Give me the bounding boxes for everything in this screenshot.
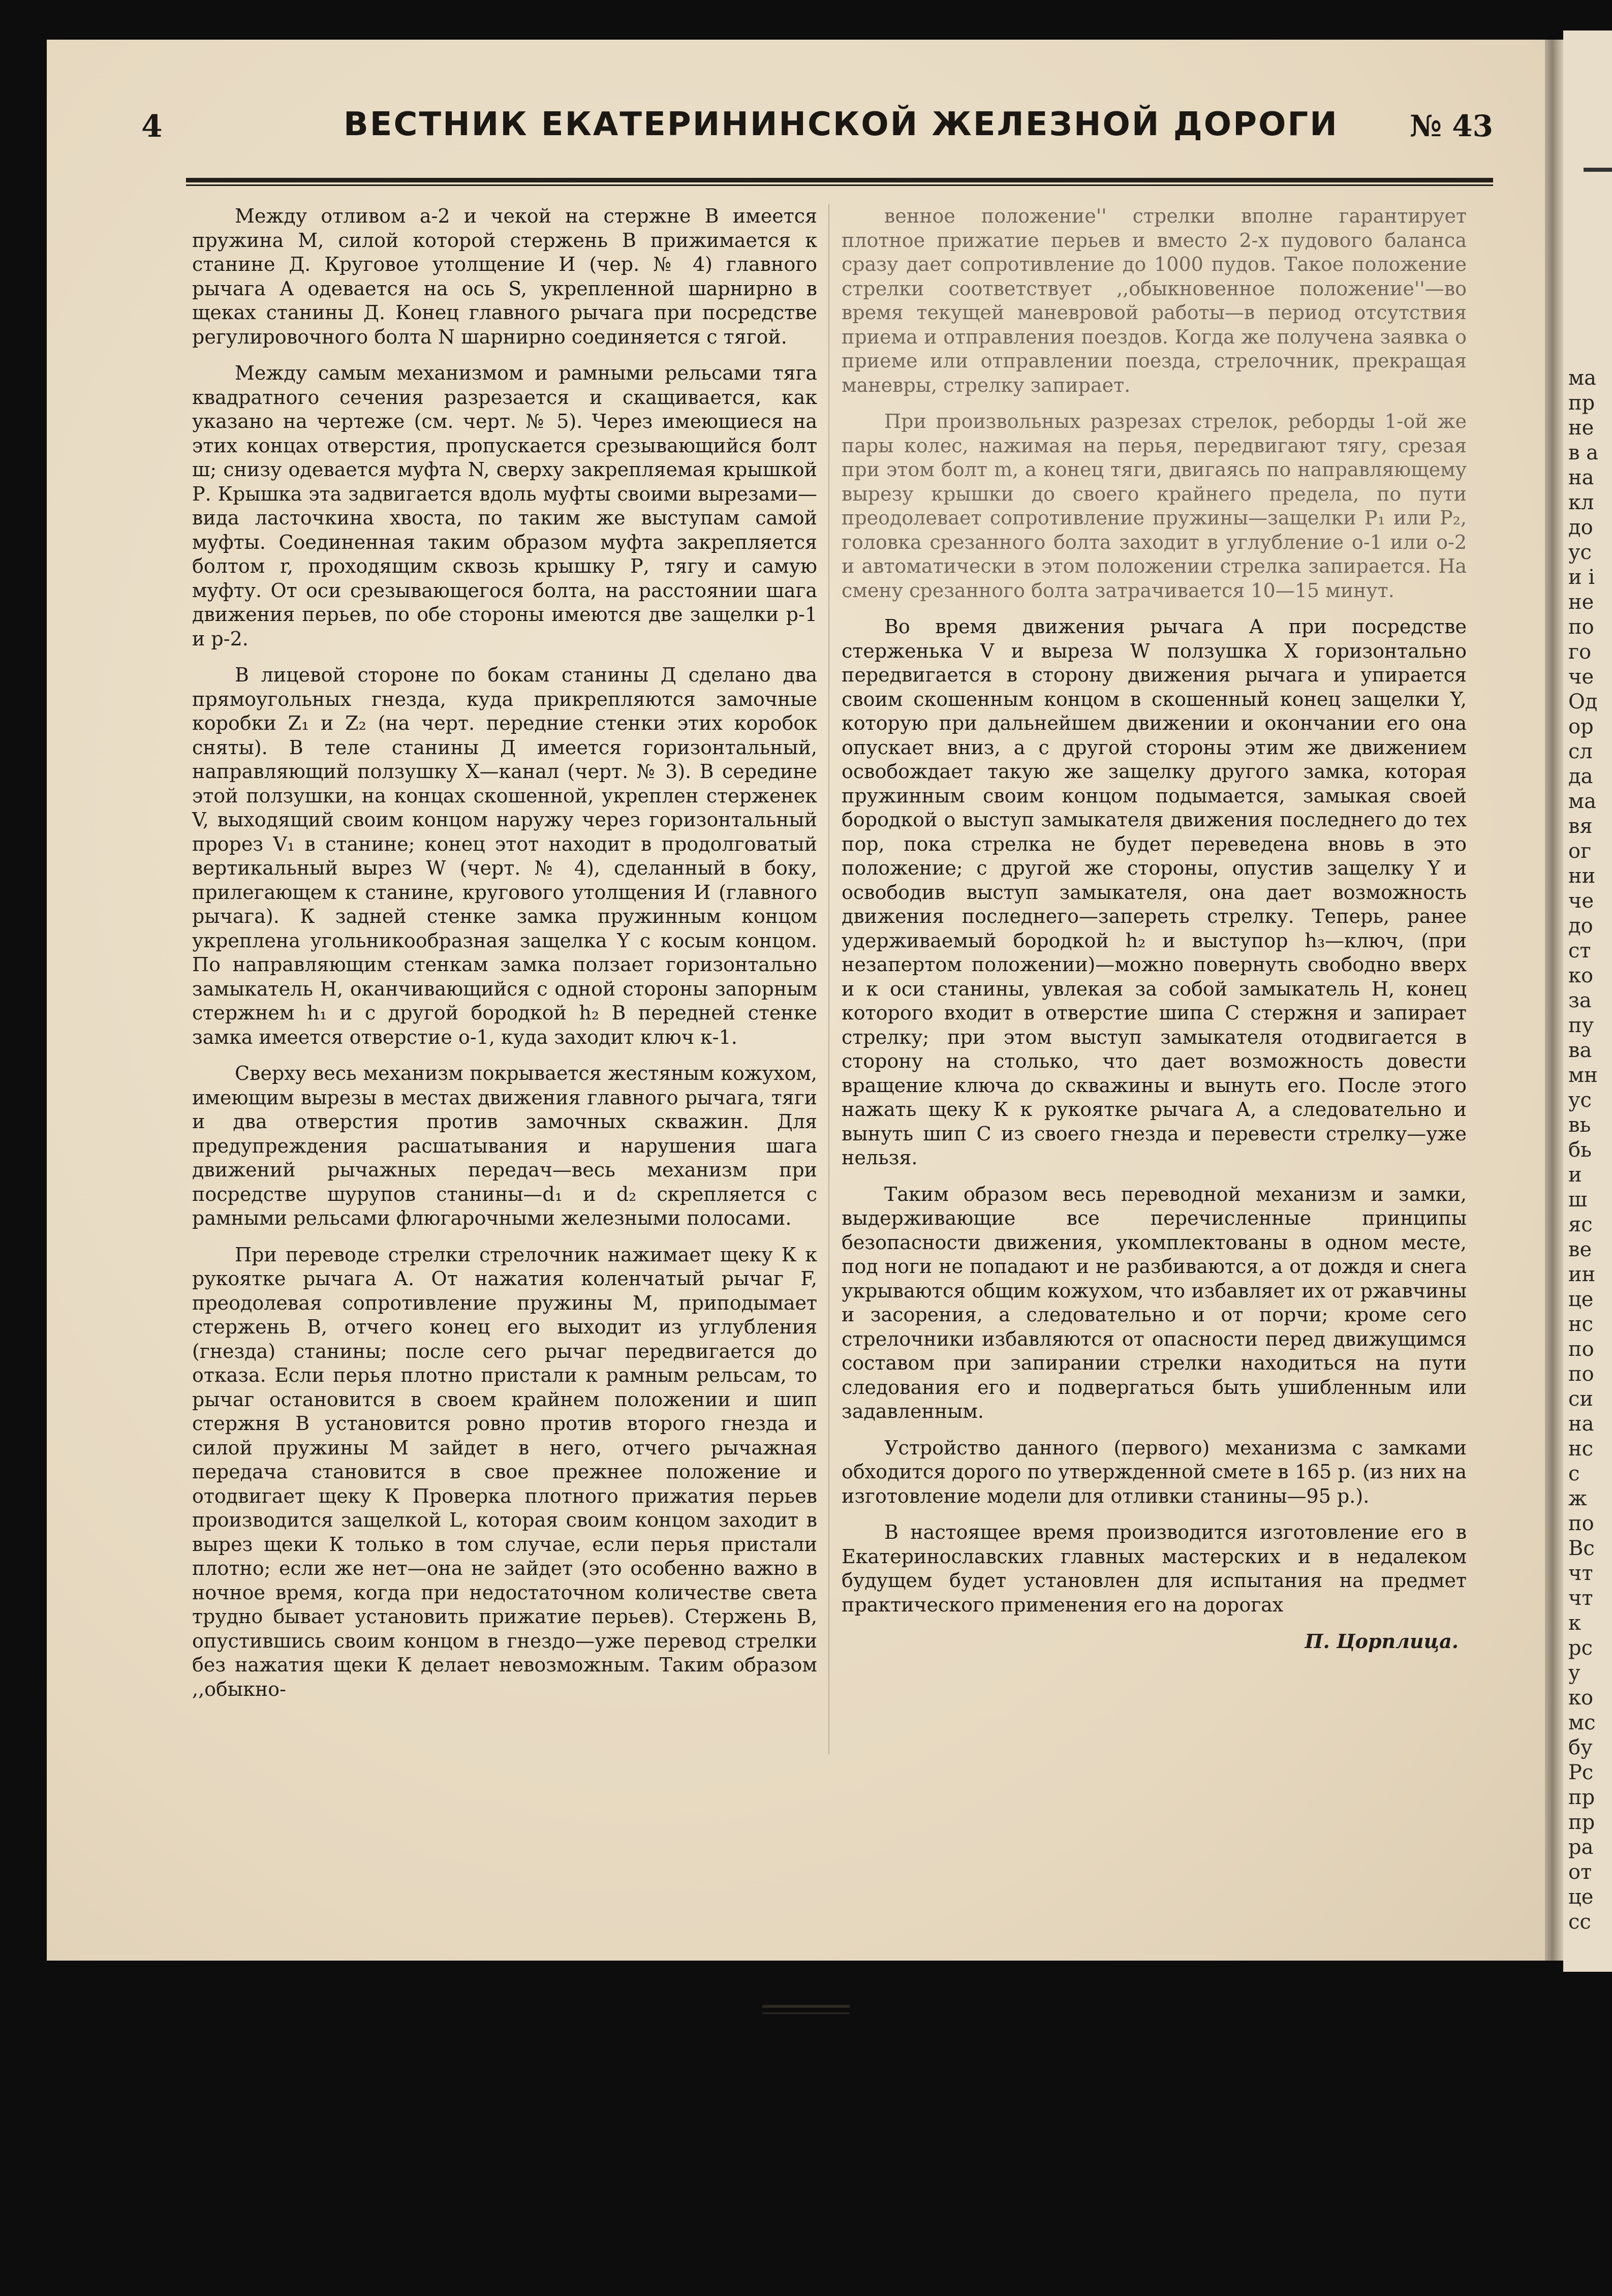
next-page-fragment: че [1568,889,1594,913]
next-page-fragment: го [1568,640,1592,664]
next-page-fragment: мс [1568,1711,1596,1734]
paragraph: Таким образом весь переводной механизм и замки, выдерживающие все перечисленные принципы безопасности движения, укомплектованы в одном месте, под ноги не попадают и не разбиваются, а от дождя и снега укрываются общим кожухом, что избавляет их от ржавчины и засорения, а следовательно и от порчи; кроме сего стрелочники избавляются от опасности перед движущимся составом при запирании стрелки находиться на пути следования его и подвергаться быть ушибленным или задавленным. [842,1183,1467,1422]
paragraph: Во время движения рычага А при посредстве стерженька V и выреза W ползушка Х горизонтально передвигается в сторону движения рычага и упирается своим скошенным концом в скошенный конец защелки Y, которую при дальнейшем движении и окончании его она опускает вниз, а с другой стороны этим же движением освобождает такую же защелку другого замка, которая пружинным своим концом подымается, замыкая своей бородкой о выступ замыкателя движения последнего до тех пор, пока стрелка не будет переведена вновь в это положение; с другой же стороны, опустив защелку Y и освободив выступ замыкателя, она дает возможность движения последнего—запереть стрелку. Теперь, ранее удерживаемый бородкой h₂ и выступор h₃—ключ, (при незапертом положении)—можно повернуть свободно вверх и к оси станины, увлекая за собой замыкатель Н, конец которого входит в отверстие шипа С стержня и запирает стрелку; при этом выступ замыкателя отодвигается в сторону на столько, что дает возможность довести вращение ключа до скважины и вынуть его. После этого нажать щеку К к рукоятке рычага А, а следовательно и вынуть шип С из своего гнезда и перевести стрелку—уже нельзя. [842,615,1467,1169]
next-page-fragment: сл [1568,740,1593,763]
end-rule-bottom [762,2012,850,2014]
next-page-fragment: Од [1568,690,1598,713]
next-page-fragment: нс [1568,1437,1594,1461]
next-page-fragment: че [1568,665,1594,689]
next-page-fragment: ра [1568,1836,1594,1859]
next-page-fragment: ва [1568,1039,1592,1062]
next-page-fragment: ус [1568,1089,1592,1112]
left-column [192,204,817,1714]
column-divider [828,204,829,1754]
paragraph: Устройство данного (первого) механизма с замками обходится дорого по утвержденной смете в 165 р. (из них на изготовление модели для отливки станины—95 р.). [842,1436,1467,1507]
next-page-fragment: не [1568,416,1594,440]
paragraph: венное положение'' стрелки вполне гарантирует плотное прижатие перьев и вместо 2-х пудового баланса сразу дает сопротивление до 1000 пудов. Такое положение стрелки соответствует ,,обыкновенное положение''—во время текущей маневровой работы—в период отсутствия приема и отправления поездов. Когда же получена заявка о приеме или отправлении поезда, стрелочник, прекращая маневры, стрелку запирает. [842,205,1467,396]
next-page-fragment: ор [1568,715,1594,738]
next-page-fragment: от [1568,1860,1592,1884]
header-rule-thin [186,184,1493,186]
next-page-fragment: це [1568,1288,1594,1311]
end-rule-top [762,2005,850,2008]
author-signature: П. Цорплица. [1305,1630,1459,1653]
next-page-fragment: ма [1568,790,1596,813]
next-page-fragment: Вс [1568,1537,1595,1560]
next-page-edge [1563,30,1612,1972]
paragraph: При переводе стрелки стрелочник нажимает щеку К к рукоятке рычага А. От нажатия коленчатый рычаг F, преодолевая сопротивление пружины М, приподымает стержень В, отчего конец его выходит из углубления (гнезда) станины; после сего рычаг передвигается до отказа. Если перья плотно пристали к рамным рельсам, то рычаг остановится в своем крайнем положении и шип стержня В установится ровно против второго гнезда и силой пружины М зайдет в него, отчего рычажная передача становится в свое прежнее положение и отодвигает щеку К Проверка плотного прижатия перьев производится защелкой L, которая своим концом заходит в вырез щеки К только в том случае, если перья пристали плотно; если же нет—она не зайдет (это особенно важно в ночное время, когда при недостаточном количестве света трудно бывает установить прижатие перьев). Стержень В, опустившись своим концом в гнездо—уже перевод стрелки без нажатия щеки К делает невозможным. Таким образом ,,обыкно- [192,1243,817,1700]
issue-number: № 43 [1410,109,1493,143]
next-page-fragment: на [1568,466,1594,489]
next-page-fragment: в а [1568,441,1599,464]
next-page-fragment: по [1568,1338,1594,1361]
next-page-fragment: да [1568,765,1593,788]
next-page-fragment: чт [1568,1562,1593,1585]
page-fold [1545,40,1563,1961]
right-column [842,204,1467,1654]
next-page-fragment: вь [1568,1113,1591,1137]
next-page-fragment: ш [1568,1188,1588,1212]
next-page-fragment: ве [1568,1238,1592,1261]
next-page-fragment: сс [1568,1910,1591,1934]
paragraph: Между отливом а-2 и чекой на стержне В имеется пружина М, силой которой стержень В прижимается к станине Д. Круговое утолщение И (чер. № 4) главного рычага А одевается на ось S, укрепленной шарнирно в щеках станины Д. Конец главного рычага при посредстве регулировочного болта N шарнирно соединяется с тягой. [192,205,817,348]
paragraph: В лицевой стороне по бокам станины Д сделано два прямоугольных гнезда, куда прикрепляются замочные коробки Z₁ и Z₂ (на черт. передние стенки этих коробок сняты). В теле станины Д имеется горизонтальный, направляющий ползушку Х—канал (черт. № 3). В середине этой ползушки, на концах скошенной, укреплен стерженек V, выходящий своим концом наружу через горизонтальный прорез V₁ в станине; конец этот находит в продолговатый вертикальный вырез W (черт. № 4), сделанный в боку, прилегающем к станине, кругового утолщения И (главного рычага). К задней стенке замка пружинным концом укреплена угольникообразная защелка Y с косым концом. По направляющим стенкам замка ползает горизонтально замыкатель Н, оканчивающийся с одной стороны запорным стержнем h₁ и с другой бородкой h₂ В передней стенке замка имеется отверстие о-1, куда заходит ключ к-1. [192,664,817,1048]
next-page-fragment: ог [1568,840,1592,863]
next-page-fragment: ко [1568,1686,1594,1710]
next-page-fragment: не [1568,591,1594,614]
header-rule-thick [186,178,1493,182]
next-page-fragment: бу [1568,1736,1593,1759]
next-page-fragment: ж [1568,1487,1587,1510]
next-page-fragment: за [1568,989,1592,1012]
next-page-fragment: пр [1568,1786,1595,1809]
next-page-fragment: пр [1568,1811,1595,1834]
next-page-fragment: Рс [1568,1761,1594,1784]
next-page-fragment: пр [1568,391,1595,415]
next-page-fragment: ин [1568,1263,1596,1286]
next-page-fragment: по [1568,1362,1594,1386]
next-page-fragment: яс [1568,1213,1593,1236]
next-page-fragment: кл [1568,491,1594,514]
next-page-fragment: на [1568,1412,1594,1436]
next-page-fragment: у [1568,1661,1580,1685]
next-page-fragment: нс [1568,1313,1594,1336]
next-page-fragment: ко [1568,964,1594,987]
next-page-fragment: пу [1568,1014,1594,1037]
next-page-fragment: до [1568,914,1593,938]
page-number: 4 [141,109,163,144]
paragraph: Сверху весь механизм покрывается жестяным кожухом, имеющим вырезы в местах движения главного рычага, тяги и два отверстия против замочных скважин. Для предупреждения расшатывания и нарушения шага движений рычажных передач—весь механизм при посредстве шурупов станины—d₁ и d₂ скрепляется с рамными рельсами флюгарочными железными полосами. [192,1062,817,1229]
next-page-fragment: ма [1568,366,1596,390]
next-page-fragment: ни [1568,864,1596,888]
next-page-fragment: и і [1568,566,1595,589]
next-page-fragment: мн [1568,1064,1598,1087]
next-page-fragment: и [1568,1163,1582,1187]
next-page-fragment: рс [1568,1636,1593,1660]
next-page-fragment: си [1568,1387,1594,1411]
paragraph: При произвольных разрезах стрелок, реборды 1-ой же пары колес, нажимая на перья, передвигают тягу, срезая при этом болт m, а конец тяги, двигаясь по направляющему вырезу крышки до своего крайнего предела, по пути преодолевает сопротивление пружины—защелки Р₁ или Р₂, головка срезанного болта заходит в углубление о-1 или о-2 и автоматически в этом положении стрелка запирается. На смену срезанного болта затрачивается 10—15 минут. [842,410,1467,602]
next-page-fragment: по [1568,1512,1594,1535]
next-page-rule [1584,168,1612,172]
page-header [141,102,1493,142]
next-page-fragment: с [1568,1462,1580,1485]
next-page-fragment: це [1568,1885,1594,1909]
paragraph: Между самым механизмом и рамными рельсами тяга квадратного сечения разрезается и скащивается, как указано на чертеже (см. черт. № 5). Через имеющиеся на этих концах отверстия, пропускается срезывающийся болт ш; снизу одевается муфта N, сверху закрепляемая крышкой Р. Крышка эта задвигается вдоль муфты своими вырезами—вида ласточкина хвоста, по таким же выступам самой муфты. Соединенная таким образом муфта закрепляется болтом r, проходящим сквозь крышку Р, тягу и самую муфту. От оси срезывающегося болта, на расстоянии шага движения перьев, по обе стороны имеются две защелки р-1 и р-2. [192,362,817,650]
paragraph: В настоящее время производится изготовление его в Екатеринославских главных мастерских и в недалеком будущем будет установлен для испытания на предмет практического применения его на дорогах [842,1521,1467,1616]
next-page-fragment: к [1568,1611,1581,1635]
next-page-fragment: до [1568,516,1593,539]
masthead-title: ВЕСТНИК ЕКАТЕРИНИНСКОЙ ЖЕЛЕЗНОЙ ДОРОГИ [344,106,1339,143]
next-page-fragment: ус [1568,541,1592,564]
next-page-fragment: по [1568,615,1594,639]
next-page-fragment: вя [1568,815,1593,838]
next-page-fragment: ст [1568,939,1591,963]
next-page-fragment: бь [1568,1138,1592,1162]
next-page-fragment: чт [1568,1587,1593,1610]
